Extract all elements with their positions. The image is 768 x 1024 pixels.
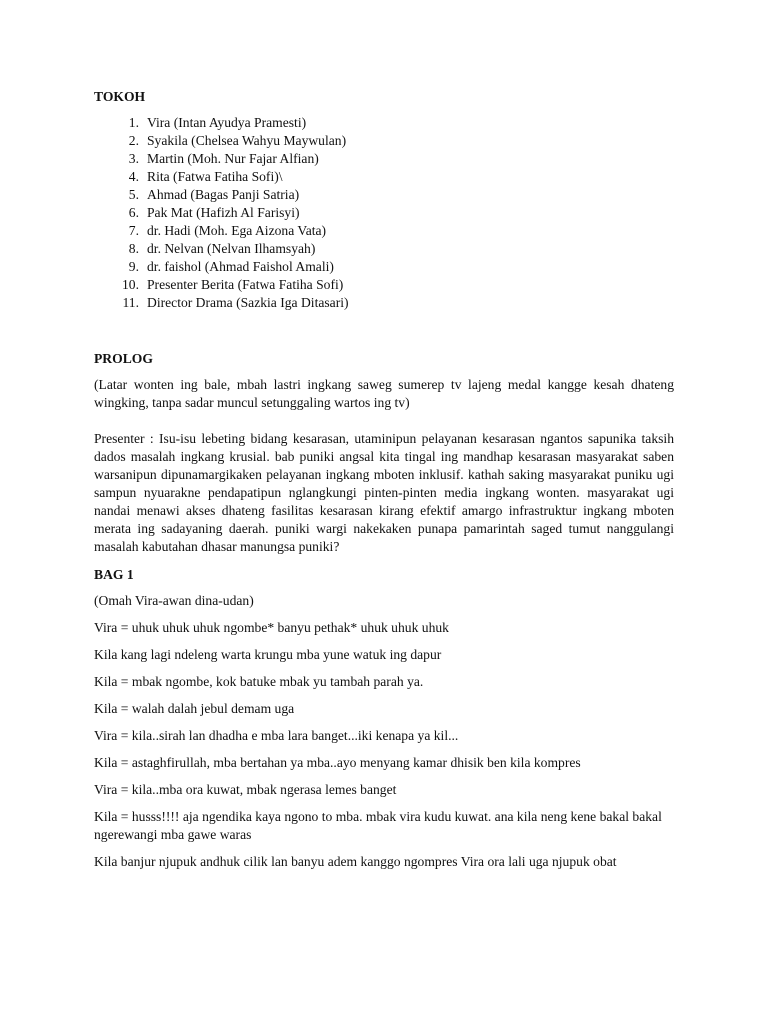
cast-item — [94, 168, 674, 186]
cast-item-name: Director Drama (Sazkia Iga Ditasari) — [147, 295, 349, 310]
cast-item-number: 11. — [122, 295, 139, 310]
cast-item-name: Rita (Fatwa Fatiha Sofi)\ — [147, 169, 283, 184]
cast-item-name: Pak Mat (Hafizh Al Farisyi) — [147, 205, 300, 220]
presenter-dialogue: Presenter : Isu-isu lebeting bidang kesarasan, utaminipun pelayanan kesarasan ngantos sapunika taksih dados masalah ingkang krusial. bab puniki angsal kita tingal ing mandhap kesarasan masyarakat saben warsanipun dipunamargikaken pelayanan ingkang mboten inklusif. kathah saking masyarakat puniku ugi sampun nyuarakne pendapatipun nglangkungi pinten-pinten media ingkang wonten. masyarakat ugi nandai menawi akses dhateng fasilitas kesarasan kirang efektif amargo infrastruktur ingkang mboten merata ing sadayaning daerah. puniki wargi nakekaken punapa pamarintah saged tumut nanggulangi masalah kabutahan dhasar manungsa puniki? — [94, 431, 674, 554]
dialogue-line: Kila = astaghfirullah, mba bertahan ya mba..ayo menyang kamar dhisik ben kila kompres — [94, 755, 581, 770]
cast-item-name: Ahmad (Bagas Panji Satria) — [147, 187, 300, 202]
cast-item-name: dr. faishol (Ahmad Faishol Amali) — [147, 259, 334, 274]
cast-item — [94, 258, 674, 276]
cast-item — [94, 132, 674, 150]
dialogue-line: Kila = husss!!!! aja ngendika kaya ngono to mba. mbak vira kudu kuwat. ana kila neng kene bakal bakal ngerewangi mba gawe waras — [94, 809, 662, 842]
cast-item-number: 1. — [128, 115, 139, 130]
dialogue-line: Vira = kila..mba ora kuwat, mbak ngerasa lemes banget — [94, 782, 397, 797]
cast-heading: TOKOH — [94, 89, 146, 104]
cast-item-number: 8. — [128, 241, 139, 256]
cast-item-name: dr. Nelvan (Nelvan Ilhamsyah) — [147, 241, 316, 256]
cast-item-number: 5. — [128, 187, 139, 202]
cast-item-number: 2. — [128, 133, 139, 148]
cast-item-number: 7. — [128, 223, 139, 238]
bag1-stage-direction: (Omah Vira-awan dina-udan) — [94, 593, 254, 608]
cast-item — [94, 276, 674, 294]
prolog-heading: PROLOG — [94, 351, 153, 366]
cast-item — [94, 150, 674, 168]
dialogue-line: Vira = kila..sirah lan dhadha e mba lara banget...iki kenapa ya kil... — [94, 728, 459, 743]
bag1-heading: BAG 1 — [94, 567, 134, 582]
cast-item-name: Martin (Moh. Nur Fajar Alfian) — [147, 151, 319, 166]
cast-item — [94, 294, 674, 312]
cast-item-number: 4. — [128, 169, 139, 184]
cast-item-name: dr. Hadi (Moh. Ega Aizona Vata) — [147, 223, 327, 238]
cast-item — [94, 240, 674, 258]
cast-item-number: 3. — [128, 151, 139, 166]
cast-item-number: 6. — [128, 205, 139, 220]
cast-item-number: 10. — [122, 277, 139, 292]
cast-list — [94, 114, 674, 312]
cast-item-name: Syakila (Chelsea Wahyu Maywulan) — [147, 133, 347, 148]
cast-item-number: 9. — [128, 259, 139, 274]
dialogue-line: Kila banjur njupuk andhuk cilik lan banyu adem kanggo ngompres Vira ora lali uga njupuk obat — [94, 854, 617, 869]
cast-item-name: Vira (Intan Ayudya Pramesti) — [147, 115, 307, 130]
cast-item — [94, 222, 674, 240]
cast-item — [94, 186, 674, 204]
dialogue-line: Kila kang lagi ndeleng warta krungu mba yune watuk ing dapur — [94, 647, 442, 662]
bag1-lines — [94, 592, 674, 871]
dialogue-line: Vira = uhuk uhuk uhuk ngombe* banyu pethak* uhuk uhuk uhuk — [94, 620, 449, 635]
dialogue-line: Kila = walah dalah jebul demam uga — [94, 701, 295, 716]
cast-item-name: Presenter Berita (Fatwa Fatiha Sofi) — [147, 277, 344, 292]
cast-item — [94, 114, 674, 132]
document-page — [94, 88, 674, 871]
prolog-stage-direction: (Latar wonten ing bale, mbah lastri ingkang saweg sumerep tv lajeng medal kangge kesah dhateng wingking, tanpa sadar muncul setunggaling wartos ing tv) — [94, 377, 674, 410]
dialogue-line: Kila = mbak ngombe, kok batuke mbak yu tambah parah ya. — [94, 674, 424, 689]
cast-item — [94, 204, 674, 222]
